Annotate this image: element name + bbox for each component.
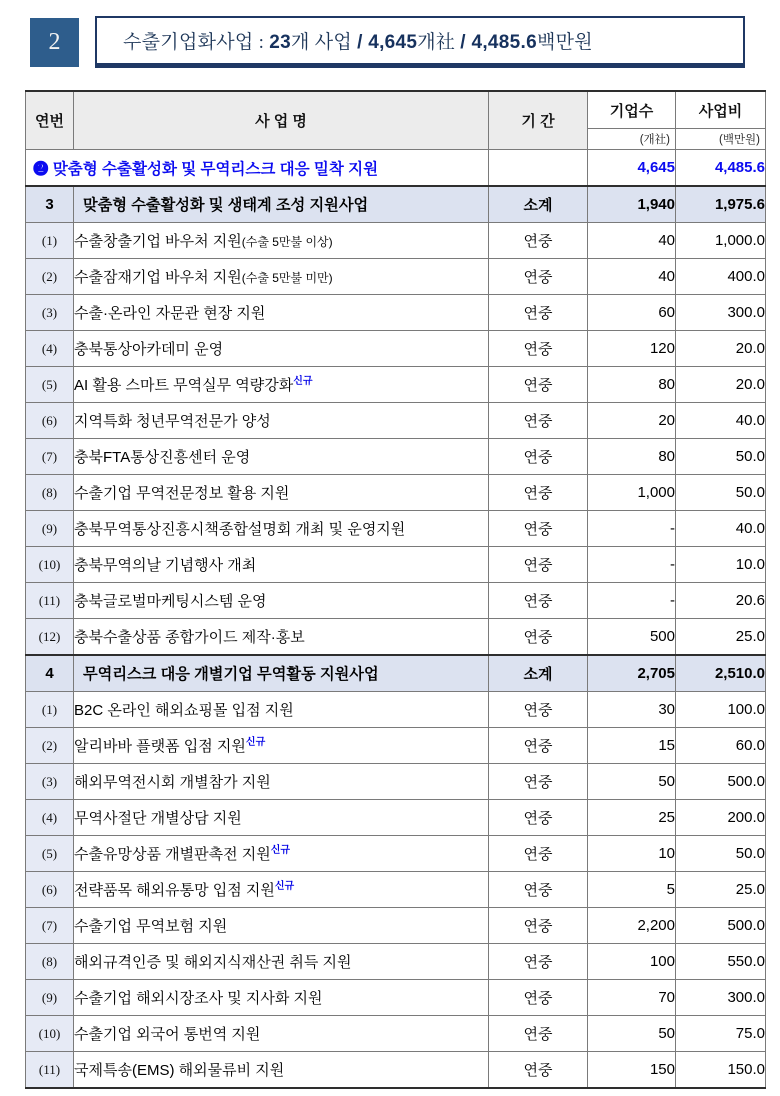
row-companies: 2,200 bbox=[588, 908, 676, 944]
row-companies: 20 bbox=[588, 403, 676, 439]
row-name bbox=[74, 944, 489, 980]
row-budget: 1,000.0 bbox=[676, 223, 766, 259]
row-budget: 10.0 bbox=[676, 547, 766, 583]
row-period: 연중 bbox=[489, 944, 588, 980]
row-budget: 500.0 bbox=[676, 908, 766, 944]
total-label bbox=[26, 150, 489, 187]
row-number: (6) bbox=[26, 872, 74, 908]
row-name bbox=[74, 908, 489, 944]
row-budget: 200.0 bbox=[676, 800, 766, 836]
row-period: 연중 bbox=[489, 547, 588, 583]
row-budget: 20.0 bbox=[676, 331, 766, 367]
row-budget: 25.0 bbox=[676, 872, 766, 908]
row-period: 연중 bbox=[489, 403, 588, 439]
row-name-text: 해외무역전시회 개별참가 지원 bbox=[74, 774, 271, 791]
row-name bbox=[74, 980, 489, 1016]
title-box bbox=[95, 16, 745, 68]
row-name bbox=[74, 728, 489, 764]
row-number: (10) bbox=[26, 1016, 74, 1052]
row-period: 연중 bbox=[489, 800, 588, 836]
row-budget: 40.0 bbox=[676, 511, 766, 547]
row-name bbox=[74, 1016, 489, 1052]
row-budget: 25.0 bbox=[676, 619, 766, 656]
row-name-text: 무역사절단 개별상담 지원 bbox=[74, 810, 242, 827]
data-row bbox=[26, 872, 766, 908]
row-budget: 150.0 bbox=[676, 1052, 766, 1089]
row-budget: 550.0 bbox=[676, 944, 766, 980]
row-name-text: 수출창출기업 바우처 지원 bbox=[74, 233, 242, 250]
row-name bbox=[74, 619, 489, 656]
row-period: 연중 bbox=[489, 836, 588, 872]
title-segment: 개 사업 bbox=[291, 32, 358, 53]
row-budget: 50.0 bbox=[676, 836, 766, 872]
data-row bbox=[26, 331, 766, 367]
data-row bbox=[26, 980, 766, 1016]
col-header-companies: 기업수 bbox=[588, 91, 676, 129]
section-budget: 2,510.0 bbox=[676, 655, 766, 692]
new-badge: 신규 bbox=[270, 845, 291, 856]
row-name bbox=[74, 872, 489, 908]
row-name bbox=[74, 511, 489, 547]
row-budget: 50.0 bbox=[676, 475, 766, 511]
title-segment: 23 bbox=[269, 32, 291, 53]
row-name-text: 충북수출상품 종합가이드 제작·홍보 bbox=[74, 629, 305, 646]
row-companies: 5 bbox=[588, 872, 676, 908]
row-companies: 120 bbox=[588, 331, 676, 367]
row-number: (7) bbox=[26, 439, 74, 475]
row-period: 연중 bbox=[489, 259, 588, 295]
total-marker-icon: ❷ bbox=[33, 160, 49, 178]
data-row bbox=[26, 692, 766, 728]
total-row bbox=[26, 150, 766, 187]
row-budget: 50.0 bbox=[676, 439, 766, 475]
row-period: 연중 bbox=[489, 1016, 588, 1052]
row-number: (9) bbox=[26, 980, 74, 1016]
row-budget: 100.0 bbox=[676, 692, 766, 728]
row-name bbox=[74, 475, 489, 511]
data-row bbox=[26, 619, 766, 656]
row-period: 연중 bbox=[489, 367, 588, 403]
row-companies: 30 bbox=[588, 692, 676, 728]
data-row bbox=[26, 583, 766, 619]
row-period: 연중 bbox=[489, 583, 588, 619]
row-companies: - bbox=[588, 583, 676, 619]
row-number: (8) bbox=[26, 944, 74, 980]
total-companies: 4,645 bbox=[588, 150, 676, 187]
data-row bbox=[26, 547, 766, 583]
row-period: 연중 bbox=[489, 908, 588, 944]
row-number: (1) bbox=[26, 223, 74, 259]
data-row bbox=[26, 836, 766, 872]
total-budget: 4,485.6 bbox=[676, 150, 766, 187]
row-name-text: 충북FTA통상진흥센터 운영 bbox=[74, 449, 251, 466]
row-number: (7) bbox=[26, 908, 74, 944]
row-companies: 50 bbox=[588, 1016, 676, 1052]
row-name bbox=[74, 583, 489, 619]
data-row bbox=[26, 403, 766, 439]
title-segment: 백만원 bbox=[536, 32, 593, 53]
row-companies: - bbox=[588, 547, 676, 583]
section-companies: 2,705 bbox=[588, 655, 676, 692]
section-title: 맞춤형 수출활성화 및 생태계 조성 지원사업 bbox=[74, 186, 489, 223]
row-name bbox=[74, 223, 489, 259]
col-header-period: 기 간 bbox=[489, 91, 588, 150]
row-name bbox=[74, 764, 489, 800]
row-period: 연중 bbox=[489, 728, 588, 764]
row-number: (12) bbox=[26, 619, 74, 656]
row-budget: 500.0 bbox=[676, 764, 766, 800]
row-number: (6) bbox=[26, 403, 74, 439]
col-header-no: 연번 bbox=[26, 91, 74, 150]
row-companies: 70 bbox=[588, 980, 676, 1016]
row-companies: 10 bbox=[588, 836, 676, 872]
row-name-text: 충북통상아카데미 운영 bbox=[74, 341, 224, 358]
row-name bbox=[74, 547, 489, 583]
row-name bbox=[74, 1052, 489, 1089]
row-name-text: 해외규격인증 및 해외지식재산권 취득 지원 bbox=[74, 954, 352, 971]
row-name bbox=[74, 403, 489, 439]
title-segment: / bbox=[357, 32, 369, 53]
row-name-text: 수출잠재기업 바우처 지원 bbox=[74, 269, 242, 286]
page-title bbox=[123, 27, 593, 54]
row-period: 연중 bbox=[489, 331, 588, 367]
row-name-text: 수출기업 해외시장조사 및 지사화 지원 bbox=[74, 990, 323, 1007]
row-companies: - bbox=[588, 511, 676, 547]
row-period: 연중 bbox=[489, 619, 588, 656]
row-number: (3) bbox=[26, 764, 74, 800]
data-row bbox=[26, 800, 766, 836]
row-number: (9) bbox=[26, 511, 74, 547]
row-companies: 500 bbox=[588, 619, 676, 656]
title-segment: 수출기업화사업 : bbox=[123, 32, 270, 53]
data-row bbox=[26, 908, 766, 944]
row-name bbox=[74, 367, 489, 403]
data-row bbox=[26, 728, 766, 764]
row-companies: 100 bbox=[588, 944, 676, 980]
total-period bbox=[489, 150, 588, 187]
section-number: 4 bbox=[26, 655, 74, 692]
page-header bbox=[30, 16, 745, 68]
row-name-note: (수출 5만불 이상) bbox=[241, 235, 333, 249]
title-segment: 4,645 bbox=[368, 32, 418, 53]
row-companies: 1,000 bbox=[588, 475, 676, 511]
row-name bbox=[74, 800, 489, 836]
row-name-text: 충북글로벌마케팅시스템 운영 bbox=[74, 593, 267, 610]
row-number: (10) bbox=[26, 547, 74, 583]
row-period: 연중 bbox=[489, 692, 588, 728]
data-row bbox=[26, 259, 766, 295]
row-companies: 25 bbox=[588, 800, 676, 836]
header-row bbox=[26, 91, 766, 129]
row-name-text: B2C 온라인 해외쇼핑몰 입점 지원 bbox=[74, 702, 294, 719]
row-period: 연중 bbox=[489, 223, 588, 259]
row-budget: 20.6 bbox=[676, 583, 766, 619]
row-name bbox=[74, 692, 489, 728]
row-number: (2) bbox=[26, 259, 74, 295]
col-header-budget: 사업비 bbox=[676, 91, 766, 129]
data-row bbox=[26, 1052, 766, 1089]
col-unit-budget: (백만원) bbox=[676, 129, 766, 150]
row-period: 연중 bbox=[489, 439, 588, 475]
total-label-text: 맞춤형 수출활성화 및 무역리스크 대응 밀착 지원 bbox=[52, 160, 379, 178]
row-budget: 75.0 bbox=[676, 1016, 766, 1052]
row-period: 연중 bbox=[489, 1052, 588, 1089]
row-name-text: AI 활용 스마트 무역실무 역량강화 bbox=[74, 377, 294, 394]
section-number-badge: 2 bbox=[30, 18, 79, 67]
new-badge: 신규 bbox=[274, 881, 295, 892]
section-row bbox=[26, 186, 766, 223]
row-name bbox=[74, 295, 489, 331]
row-number: (3) bbox=[26, 295, 74, 331]
row-name-note: (수출 5만불 미만) bbox=[241, 271, 333, 285]
row-name-text: 전략품목 해외유통망 입점 지원 bbox=[74, 882, 275, 899]
section-budget: 1,975.6 bbox=[676, 186, 766, 223]
table-body bbox=[26, 150, 766, 1089]
row-period: 연중 bbox=[489, 475, 588, 511]
row-budget: 20.0 bbox=[676, 367, 766, 403]
row-budget: 40.0 bbox=[676, 403, 766, 439]
new-badge: 신규 bbox=[293, 376, 313, 387]
row-budget: 400.0 bbox=[676, 259, 766, 295]
row-name-text: 알리바바 플랫폼 입점 지원 bbox=[74, 738, 246, 755]
row-companies: 40 bbox=[588, 223, 676, 259]
row-companies: 80 bbox=[588, 367, 676, 403]
row-name bbox=[74, 259, 489, 295]
row-budget: 300.0 bbox=[676, 980, 766, 1016]
data-row bbox=[26, 367, 766, 403]
data-row bbox=[26, 764, 766, 800]
title-segment: 개社 bbox=[417, 32, 461, 53]
col-unit-companies: (개社) bbox=[588, 129, 676, 150]
row-name-text: 수출유망상품 개별판촉전 지원 bbox=[74, 846, 271, 863]
row-companies: 80 bbox=[588, 439, 676, 475]
row-number: (5) bbox=[26, 836, 74, 872]
table-header bbox=[26, 91, 766, 150]
row-name bbox=[74, 836, 489, 872]
section-subtotal-label: 소계 bbox=[489, 655, 588, 692]
row-name bbox=[74, 439, 489, 475]
row-name-text: 수출기업 외국어 통번역 지원 bbox=[74, 1026, 261, 1043]
row-name-text: 수출기업 무역전문정보 활용 지원 bbox=[74, 485, 290, 502]
title-segment: / bbox=[460, 32, 472, 53]
row-name-text: 수출·온라인 자문관 현장 지원 bbox=[74, 305, 266, 322]
row-period: 연중 bbox=[489, 872, 588, 908]
row-companies: 60 bbox=[588, 295, 676, 331]
row-name-text: 충북무역통상진흥시책종합설명회 개최 및 운영지원 bbox=[74, 521, 406, 538]
row-number: (11) bbox=[26, 1052, 74, 1089]
data-row bbox=[26, 944, 766, 980]
section-title: 무역리스크 대응 개별기업 무역활동 지원사업 bbox=[74, 655, 489, 692]
data-row bbox=[26, 223, 766, 259]
row-number: (4) bbox=[26, 331, 74, 367]
row-period: 연중 bbox=[489, 980, 588, 1016]
row-budget: 60.0 bbox=[676, 728, 766, 764]
row-name-text: 국제특송(EMS) 해외물류비 지원 bbox=[74, 1062, 285, 1079]
row-companies: 15 bbox=[588, 728, 676, 764]
row-period: 연중 bbox=[489, 764, 588, 800]
data-row bbox=[26, 1016, 766, 1052]
col-header-name: 사 업 명 bbox=[74, 91, 489, 150]
data-row bbox=[26, 295, 766, 331]
row-companies: 40 bbox=[588, 259, 676, 295]
row-companies: 150 bbox=[588, 1052, 676, 1089]
program-table bbox=[25, 90, 766, 1089]
row-number: (5) bbox=[26, 367, 74, 403]
data-row bbox=[26, 511, 766, 547]
row-name-text: 충북무역의날 기념행사 개최 bbox=[74, 557, 257, 574]
row-number: (1) bbox=[26, 692, 74, 728]
data-row bbox=[26, 475, 766, 511]
section-row bbox=[26, 655, 766, 692]
row-companies: 50 bbox=[588, 764, 676, 800]
row-name-text: 수출기업 무역보험 지원 bbox=[74, 918, 228, 935]
new-badge: 신규 bbox=[245, 737, 266, 748]
row-number: (11) bbox=[26, 583, 74, 619]
title-segment: 4,485.6 bbox=[471, 32, 537, 53]
data-row bbox=[26, 439, 766, 475]
row-budget: 300.0 bbox=[676, 295, 766, 331]
row-number: (8) bbox=[26, 475, 74, 511]
row-name-text: 지역특화 청년무역전문가 양성 bbox=[74, 413, 271, 430]
section-companies: 1,940 bbox=[588, 186, 676, 223]
section-subtotal-label: 소계 bbox=[489, 186, 588, 223]
row-name bbox=[74, 331, 489, 367]
row-number: (4) bbox=[26, 800, 74, 836]
row-period: 연중 bbox=[489, 295, 588, 331]
section-number: 3 bbox=[26, 186, 74, 223]
row-period: 연중 bbox=[489, 511, 588, 547]
row-number: (2) bbox=[26, 728, 74, 764]
